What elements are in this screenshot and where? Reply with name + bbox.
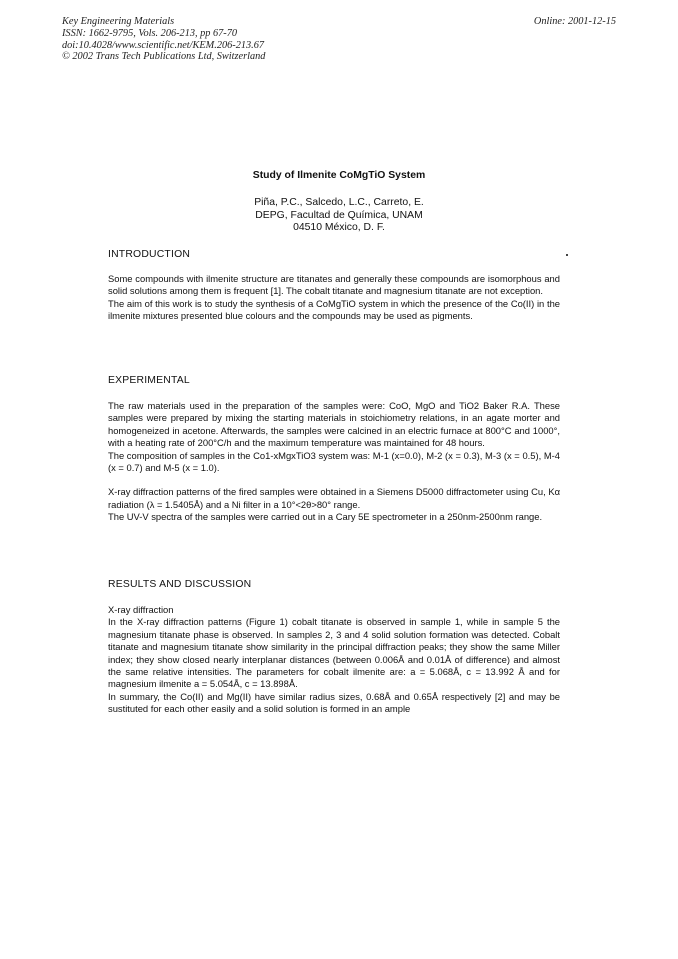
copyright-line: © 2002 Trans Tech Publications Ltd, Switzerland (62, 51, 266, 63)
experimental-body (108, 400, 560, 524)
issn-line: ISSN: 1662-9795, Vols. 206-213, pp 67-70 (62, 27, 238, 39)
introduction-heading: INTRODUCTION (108, 249, 191, 260)
paper-title: Study of Ilmenite CoMgTiO System (252, 170, 426, 181)
stray-mark (566, 254, 568, 256)
introduction-body (108, 273, 560, 323)
results-paragraph-2: In summary, the Co(II) and Mg(II) have similar radius sizes, 0.68Å and 0.65Å respectively [2] and may be sustituted for each other easily and a solid solution is formed in an ample (108, 690, 560, 715)
experimental-paragraph-2: The composition of samples in the Co1-xMgxTiO3 system was: M-1 (x=0.0), M-2 (x = 0.3), M-3 (x = 0.5), M-4 (x = 0.7) and M-5 (x = 1.0). (108, 449, 560, 474)
introduction-paragraph-1: Some compounds with ilmenite structure are titanates and generally these compounds are isomorphous and solid solutions among them is frequent [1]. The cobalt titanate and magnesium titanate are not exception. (108, 273, 560, 297)
author-address: 04510 México, D. F. (293, 222, 385, 234)
journal-name: Key Engineering Materials (62, 16, 175, 27)
journal-header (62, 16, 265, 63)
experimental-heading: EXPERIMENTAL (108, 375, 190, 386)
author-affiliation: DEPG, Facultad de Química, UNAM (255, 209, 423, 221)
introduction-paragraph-2: The aim of this work is to study the synthesis of a CoMgTiO system in which the presence of the Co(II) in the ilmenite mixtures presented blue colours and the compounds may be used as pigments. (108, 297, 560, 322)
experimental-paragraph-1: The raw materials used in the preparation of the samples were: CoO, MgO and TiO2 Baker R.A. These samples were prepared by mixing the starting materials in stoichiometry relations, in an agate morter and homogeneized in acetone. Afterwards, the samples were calcined in an electric furnace at 800°C and 1000°, with a heating rate of 200°C/h and the maximum temperature was maintained for 48 hours. (108, 400, 560, 449)
doi-line: doi:10.4028/www.scientific.net/KEM.206-213.67 (62, 39, 265, 51)
results-paragraph-1: In the X-ray diffraction patterns (Figure 1) cobalt titanate is observed in sample 1, while in sample 5 the magnesium titanate phase is observed. In samples 2, 3 and 4 solid solution formation was detected. Cobalt titanate and magnesium titanate show similarity in the principal diffraction peaks; they show the same Miller index; they show closed nearly interplanar distances (between 0.006Å and 0.01Å of difference) and almost the same relative intensities. The parameters for cobalt ilmenite are: a = 5.068Å, c = 13.992 Å and for magnesium ilmenite a = 5.054Å, c = 13.898Å. (108, 616, 560, 690)
results-heading: RESULTS AND DISCUSSION (108, 579, 252, 590)
results-subheading: X-ray diffraction (108, 604, 174, 615)
experimental-paragraph-4: The UV-V spectra of the samples were carried out in a Cary 5E spectrometer in a 250nm-2500nm range. (108, 511, 543, 523)
author-names: Piña, P.C., Salcedo, L.C., Carreto, E. (254, 197, 424, 208)
author-block (0, 197, 678, 235)
online-date: Online: 2001-12-15 (533, 16, 616, 27)
experimental-paragraph-3: X-ray diffraction patterns of the fired samples were obtained in a Siemens D5000 diffractometer using Cu, Kα radiation (λ = 1.5405Å) and a Ni filter in a 10°<2θ>80° range. (108, 486, 560, 510)
results-body (108, 604, 560, 716)
